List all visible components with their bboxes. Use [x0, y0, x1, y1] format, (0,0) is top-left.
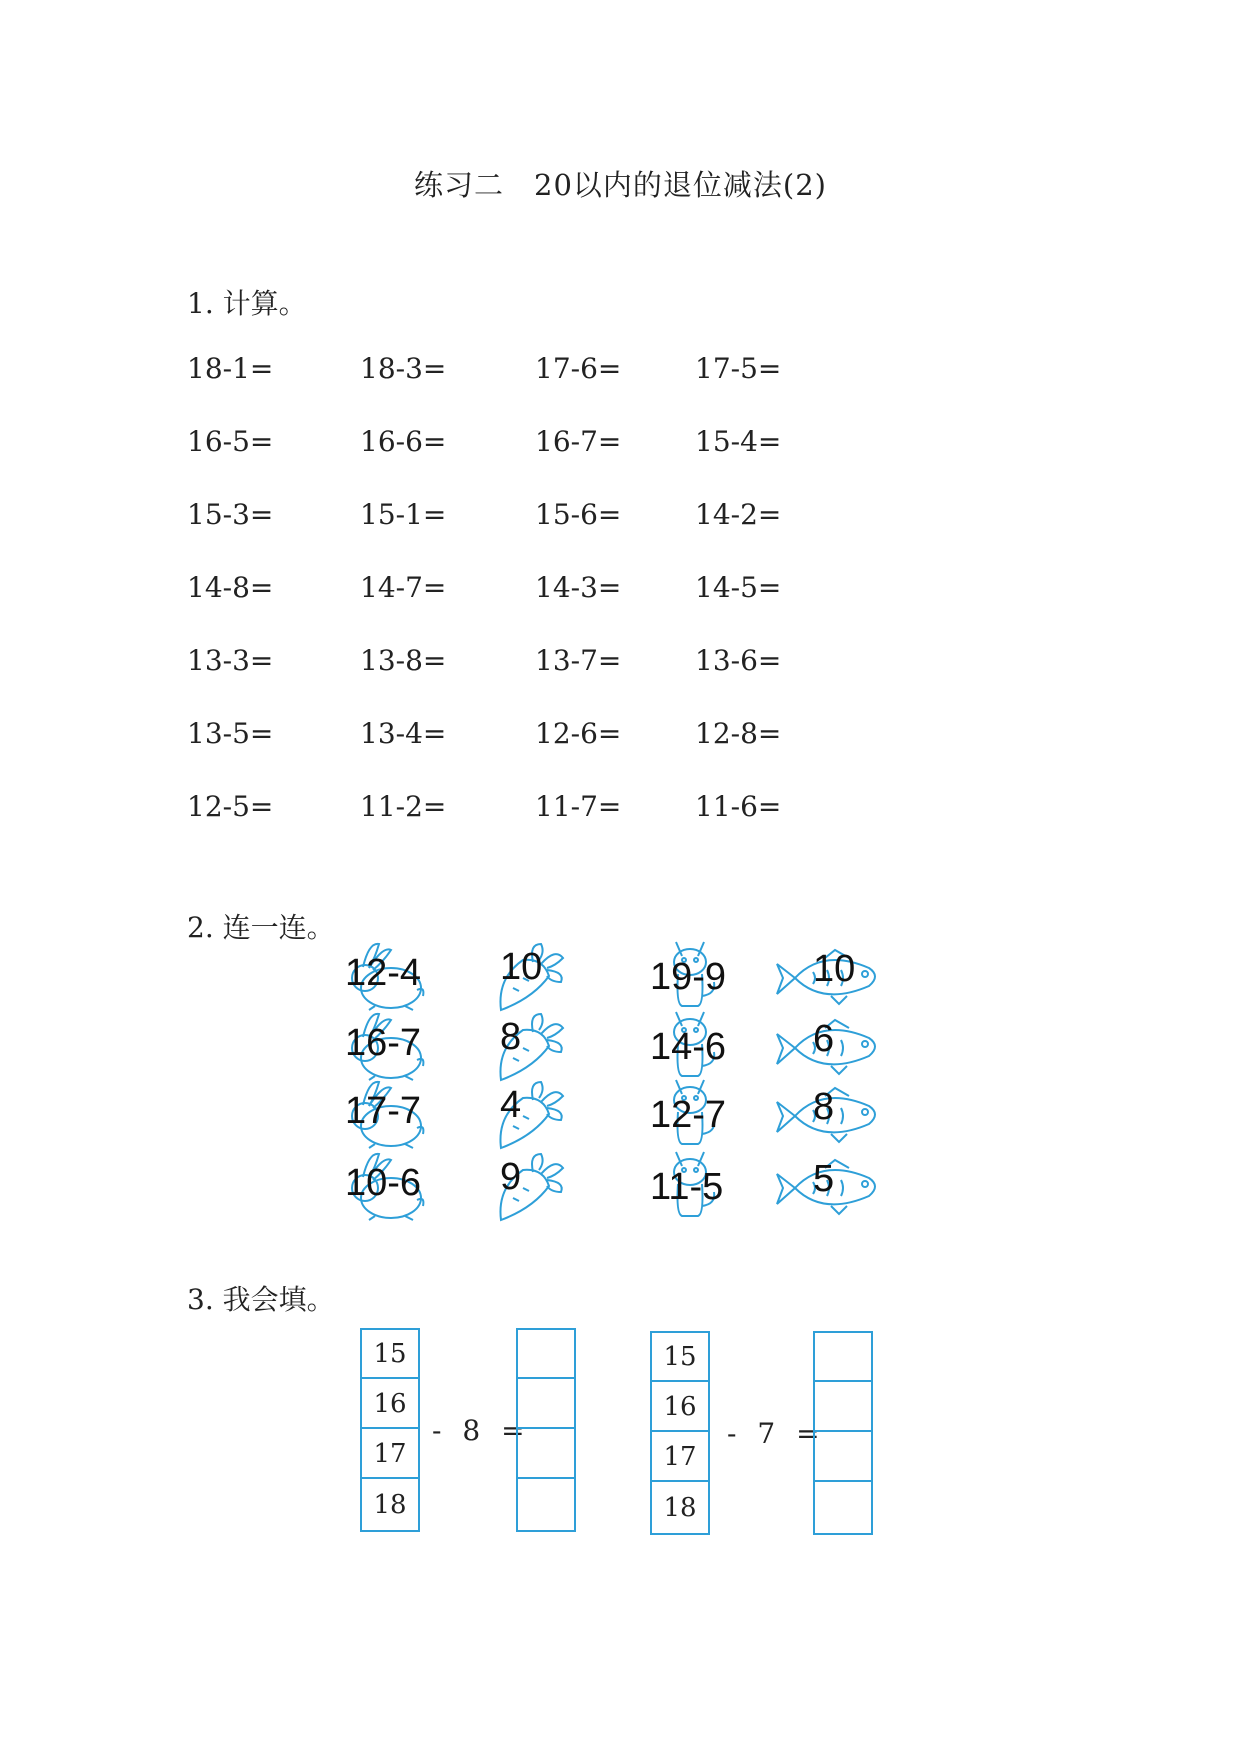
answer-cell[interactable] — [518, 1480, 574, 1529]
carrot-label: 10 — [500, 946, 543, 988]
calc-problem: 14-7= — [360, 571, 447, 604]
minuend-column — [650, 1331, 710, 1535]
calc-problem: 13-3= — [187, 644, 274, 677]
carrot-label: 9 — [500, 1156, 522, 1198]
minuend-cell: 18 — [663, 1492, 697, 1523]
section-2-heading: 2. 连一连。 — [187, 911, 335, 944]
rabbit-label: 10-6 — [345, 1162, 422, 1204]
answer-cell[interactable] — [815, 1483, 871, 1532]
calc-problem: 12-6= — [535, 717, 622, 750]
subtract-operator: - 7 = — [727, 1417, 826, 1450]
calc-problem: 12-5= — [187, 790, 274, 823]
fish-label: 6 — [813, 1018, 835, 1060]
calc-problem: 14-5= — [695, 571, 782, 604]
minuend-cell: 17 — [652, 1433, 708, 1482]
calc-problem: 16-6= — [360, 425, 447, 458]
page-title: 练习二 20以内的退位减法(2) — [414, 168, 827, 202]
minuend-cell: 16 — [652, 1383, 708, 1432]
calc-problem: 13-5= — [187, 717, 274, 750]
minuend-column — [360, 1328, 420, 1532]
calc-problem: 14-2= — [695, 498, 782, 531]
carrot-label: 8 — [500, 1016, 522, 1058]
fish-label: 5 — [813, 1158, 835, 1200]
calc-problem: 15-6= — [535, 498, 622, 531]
calc-problem: 14-8= — [187, 571, 274, 604]
answer-cell[interactable] — [518, 1330, 574, 1379]
section-1-heading: 1. 计算。 — [187, 287, 307, 320]
minuend-cell: 15 — [362, 1330, 418, 1379]
fish-label: 8 — [813, 1086, 835, 1128]
calc-problem: 15-3= — [187, 498, 274, 531]
minuend-cell: 15 — [652, 1333, 708, 1382]
rabbit-label: 16-7 — [345, 1022, 422, 1064]
cat-label: 14-6 — [650, 1026, 727, 1068]
minuend-cell: 17 — [362, 1430, 418, 1479]
calc-problem: 17-5= — [695, 352, 782, 385]
answer-cell[interactable] — [518, 1430, 574, 1479]
calc-problem: 13-6= — [695, 644, 782, 677]
cat-label: 19-9 — [650, 956, 727, 998]
calc-problem: 11-6= — [695, 790, 782, 823]
calc-problem: 18-3= — [360, 352, 447, 385]
answer-cell[interactable] — [815, 1333, 871, 1382]
answer-column — [516, 1328, 576, 1532]
calc-problem: 15-4= — [695, 425, 782, 458]
answer-cell[interactable] — [815, 1383, 871, 1432]
calc-problem: 15-1= — [360, 498, 447, 531]
section-3-heading: 3. 我会填。 — [187, 1283, 335, 1316]
rabbit-label: 12-4 — [345, 952, 422, 994]
calc-problem: 18-1= — [187, 352, 274, 385]
answer-column — [813, 1331, 873, 1535]
fish-label: 10 — [813, 948, 856, 990]
answer-cell[interactable] — [815, 1433, 871, 1482]
calc-problem: 16-5= — [187, 425, 274, 458]
calc-problem: 11-7= — [535, 790, 622, 823]
rabbit-label: 17-7 — [345, 1090, 422, 1132]
calc-problem: 13-8= — [360, 644, 447, 677]
calc-problem: 11-2= — [360, 790, 447, 823]
cat-label: 11-5 — [650, 1166, 724, 1208]
calc-problem: 16-7= — [535, 425, 622, 458]
answer-cell[interactable] — [518, 1380, 574, 1429]
cat-label: 12-7 — [650, 1094, 727, 1136]
calc-problem: 17-6= — [535, 352, 622, 385]
minuend-cell: 18 — [373, 1489, 407, 1520]
calc-problem: 12-8= — [695, 717, 782, 750]
calc-problem: 14-3= — [535, 571, 622, 604]
carrot-label: 4 — [500, 1084, 522, 1126]
minuend-cell: 16 — [362, 1380, 418, 1429]
subtract-operator: - 8 = — [432, 1414, 531, 1447]
calc-problem: 13-7= — [535, 644, 622, 677]
calc-problem: 13-4= — [360, 717, 447, 750]
